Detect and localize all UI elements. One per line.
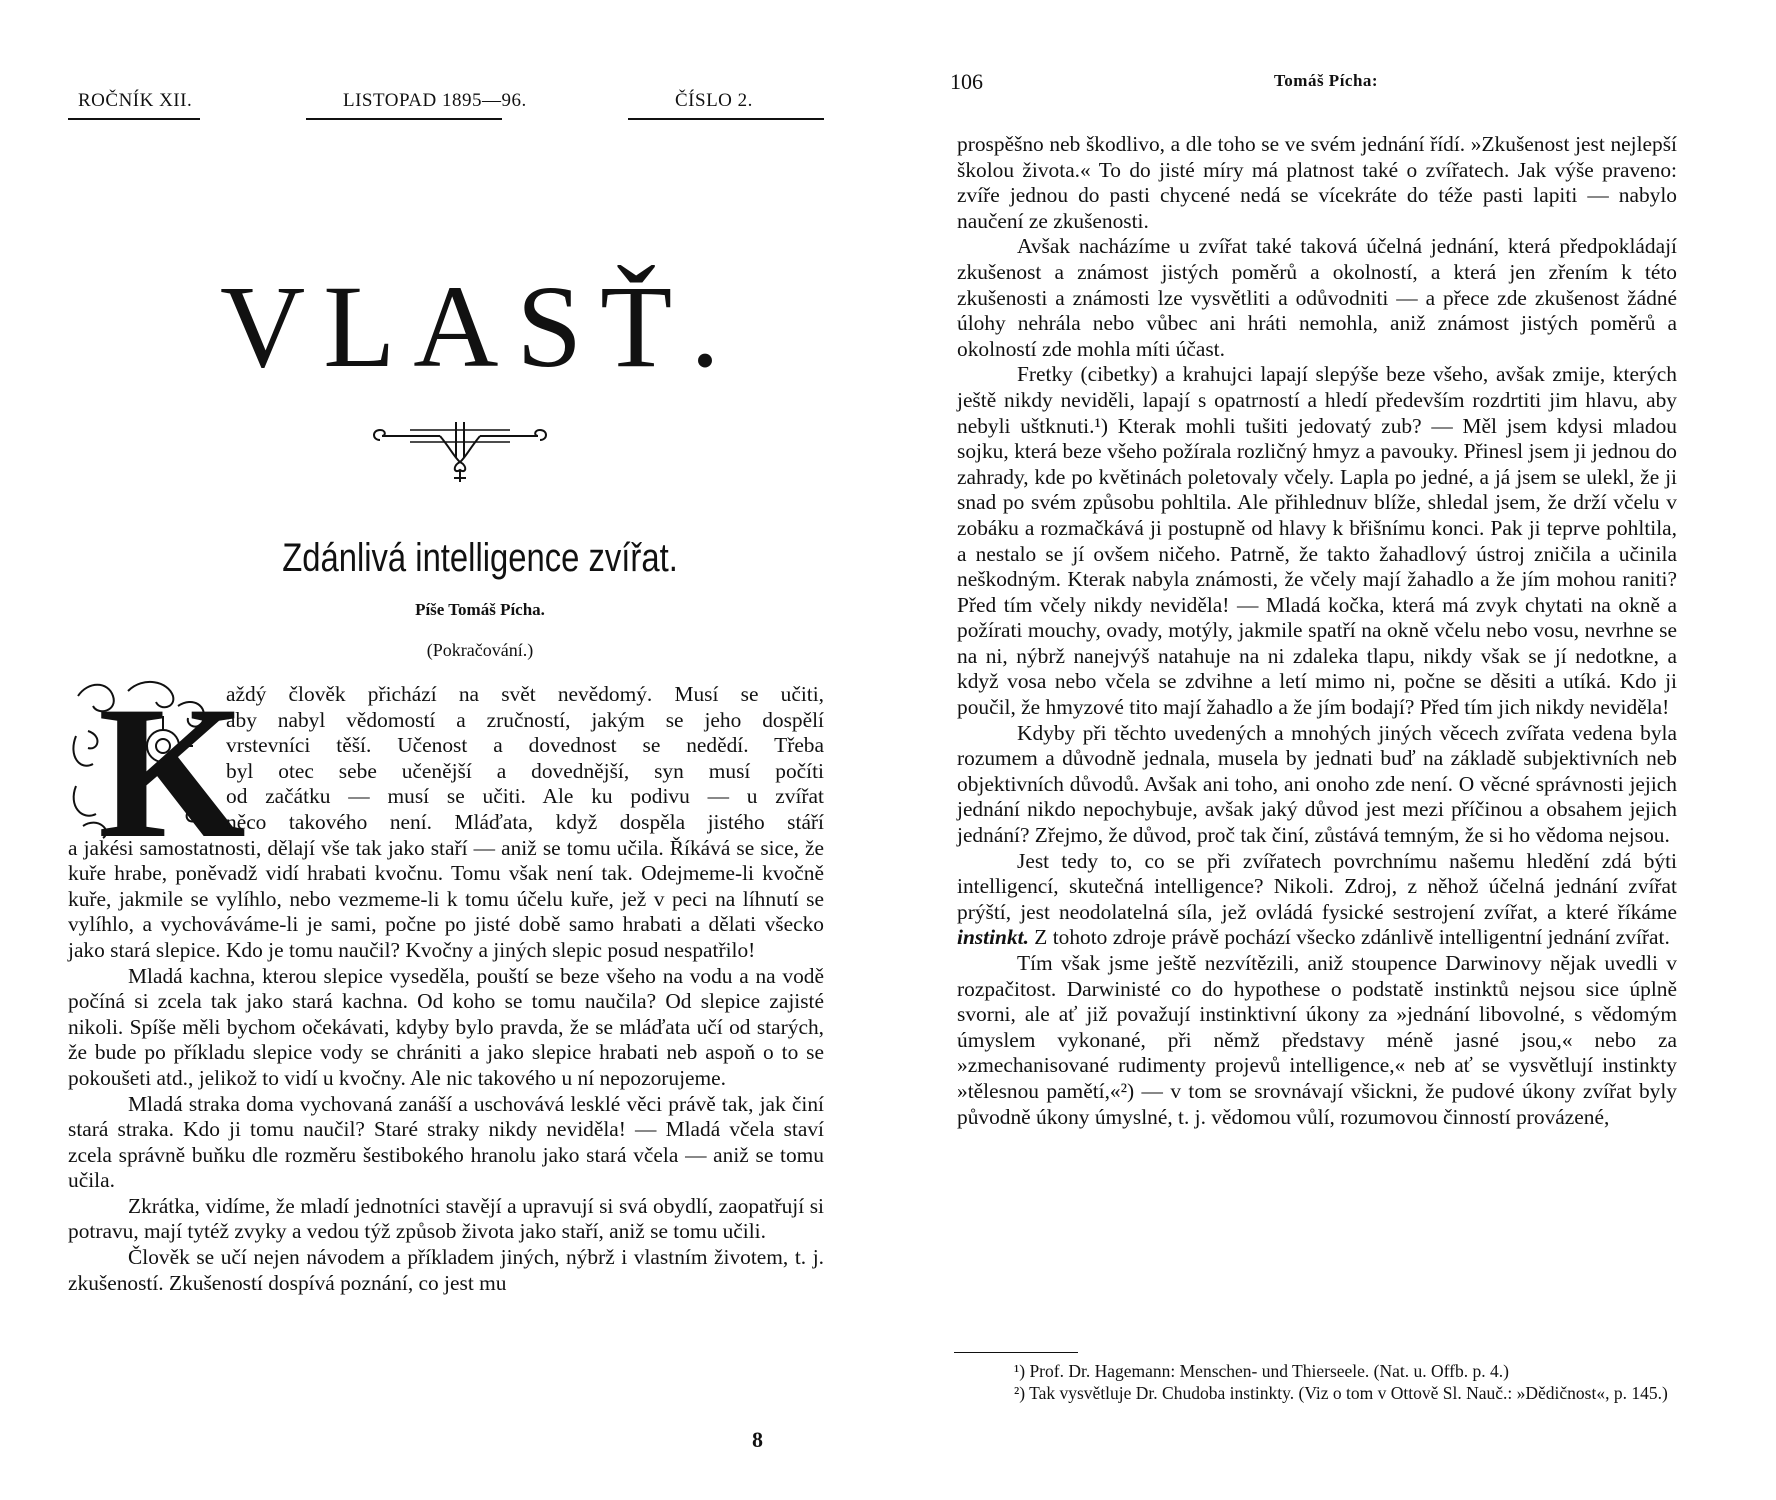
paragraph-text: Jest tedy to, co se při zvířatech povrchnímu našemu hledění zdá býti intelligencí, skutečná intelligence? Nikoli. Zdroj, z něhož účelná jednání zvířat prýští, jest neodolatelná síla, jež ovládá fysické sestrojení zvířat, a které říkáme (957, 848, 1677, 924)
header-rule (68, 118, 200, 120)
emphasized-term: instinkt. (957, 925, 1029, 950)
header-rule (628, 118, 824, 120)
paragraph: Mladá kachna, kterou slepice vyseděla, pouští se beze všeho na vodu a na vodě počíná si zcela tak jako stará kachna. Od koho se tomu naučila? Od slepice zajisté nikoli. Spíše měli bychom očekávati, kdyby bylo pravda, že se mláďata učí od starých, že bude po příkladu slepice vody se chrániti a jako slepice hrabati neb aspoň o to se pokoušeti atd., jelikož to vidí u kvočny. Ale nic takového u ní nepozorujeme. (68, 963, 824, 1090)
article-body-right (957, 132, 1677, 1130)
volume-label: ROČNÍK XII. (78, 90, 193, 111)
header-rule (306, 118, 502, 120)
article-body-left (68, 682, 824, 1296)
paragraph: Člověk se učí nejen návodem a příkladem jiných, nýbrž i vlastním životem, t. j. zkušeností. Zkušeností dospívá poznání, co jest mu (68, 1245, 824, 1295)
article-title: Zdánlivá intelligence zvířat. (282, 536, 678, 580)
dropcap-letter: K (98, 668, 246, 878)
article-byline: Píše Tomáš Pícha. (415, 600, 545, 619)
paragraph: Zkrátka, vidíme, že mladí jednotníci stavějí a upravují si svá obydlí, zaopatřují si potravu, mají tytéž zvyky a vedou týž způsob života jako staří, aniž se tomu učili. (68, 1193, 824, 1244)
lead-line: aždý člověk přichází na svět nevědomý. Musí se učiti, (226, 682, 824, 706)
lead-line: něco takového není. Mláďata, když dospěla jistého stáří (226, 809, 824, 834)
lead-line: byl otec sebe učenější a dovednější, syn musí počíti (226, 758, 824, 783)
running-head: Tomáš Pícha: (1274, 71, 1379, 90)
paragraph: a jakési samostatnosti, dělají vše tak jako staří — aniž se tomu učila. Říkává se sice, že kuře hrabe, poněvadž vidí hrabati kvočnu. Tomu však není tak. Odejmeme-li kvočně kuře, jakmile se vylíhlo, nebo vezmeme-li k tomu účelu kuře, jež v peci na líhnutí se vylíhlo, a vychováváme-li je sami, počne po jisté době samo hrabati a dělati všecko jako stará slepice. Kdo je tomu naučil? Kvočny a jiných slepic posud nespatřilo! (68, 835, 824, 962)
paragraph: Fretky (cibetky) a krahujci lapají slepýše beze všeho, avšak zmije, kterých ještě nikdy neviděli, lapají s opatrností a hledí především rozdrtiti jim hlavu, aby nebyli uštknuti.¹) Kterak mohli tušiti jedovatý zub? — Měl jsem kdysi mladou sojku, která beze všeho požírala rozličný hmyz a pavouky. Přinesl jsem ji jednou do zahrady, kde po květinách poletovaly včely. Lapla po jedné, a já jsem se ulekl, že ji snad po svém způsobu pohltila. Ale přihlednuv blíže, shledal jsem, že drží včelu v zobáku a rozmačkává ji postupně od hlavy k břišnímu konci. Pak ji teprve pohltila, a nestalo se jí ovšem ničeho. Patrně, že takto žahadlový ústroj zničila a učinila neškodným. Kterak nabyla známosti, že včely mají žahadlo a že jím mohou raniti? Před tím včely nikdy neviděla! — Mladá kočka, která má zvyk chytati na okně a požírati mouchy, ovady, motýly, jakmile spatří na okně včelu nebo vosu, nevrhne se na ni, nýbrž nanejvýš natahuje na ni zdaleka tlapu, nikdy však se jí nedotkne, a když vosa nebo včela se zdvihne a letí mimo ni, počne se děsiti a utíká. Kdo ji poučil, že hmyzové tito mají žahadlo a že jím bodají? Před tím jich nikdy neviděla! (957, 362, 1677, 720)
lead-line: od začátku — musí se učiti. Ale ku podivu — u zvířat (226, 784, 824, 809)
page-header (68, 90, 826, 124)
paragraph (957, 849, 1677, 951)
right-page (888, 0, 1776, 1500)
page-number: 106 (950, 69, 983, 94)
issue-label: ČÍSLO 2. (675, 90, 753, 111)
paragraph: Kdyby při těchto uvedených a mnohých jiných věcech zvířata vedena byla rozumem a důvodně jednala, musela by jednati buď na základě subjektivních neb objektivních důvodů. Avšak ani toho, ani onoho zde není. O věcné správnosti jejich jednání nikdo nepochybuje, avšak jaký důvod jest mezi příčinou a obsahem jejich jednání? Zřejmo, že důvod, proč tak činí, zůstává temným, že si ho vědoma nejsou. (957, 720, 1677, 848)
paragraph: Tím však jsme ještě nezvítězili, aniž stoupence Darwinovy nějak uvedli v rozpačitost. Darwinisté co do hypothese o podstatě instinktů nejsou sice úplně svorni, ale ať již považují instinktivní úkony za »jednání libovolné, s vědomým úmyslem vykonané, při němž představy méně jasné jsou,« nebo za »zmechanisované rudimenty projevů intelligence,« neb ať se vysvětlují instinkty »tělesnou pamětí,«²) — v tom se srovnávají všickni, že pudové úkony zvířat byly původně úkony úmyslné, t. j. vědomou vůlí, rozumovou činností provázené, (957, 951, 1677, 1129)
ornament-icon (370, 418, 550, 488)
paragraph: Mladá straka doma vychovaná zanáší a uschovává lesklé věci právě tak, jak činí stará straka. Kdo ji tomu naučil? Staré straky nikdy neviděla! — Mladá včela staví zcela správně buňku dle rozměru šestibokého hranolu jako stará včela — aniž se tomu učila. (68, 1091, 824, 1193)
footnote-rule (954, 1352, 1078, 1353)
continuation-note: (Pokračování.) (426, 640, 534, 660)
masthead-title: VLASŤ. (220, 261, 738, 392)
lead-line: vrstevníci těší. Učenost a dovednost se nedědí. Třeba (226, 733, 824, 758)
lead-line: aby nabyl vědomostí a zručností, jakým se jeho dospělí (226, 707, 824, 732)
paragraph-text: Z tohoto zdroje právě pochází všecko zdánlivě intelligentní jednání zvířat. (1034, 925, 1670, 950)
footnotes (954, 1360, 1678, 1404)
paragraph: Avšak nacházíme u zvířat také taková účelná jednání, která předpokládají zkušenost a známost jistých poměrů a okolností, a která jen zřením k této zkušenosti a známosti lze vysvětliti a odůvodniti — a přece zde zkušenost žádné úlohy nehrála nebo vůbec ani hráti nemohla, aniž známost jistých poměrů a okolností zde mohla míti účast. (957, 234, 1677, 361)
paragraph: prospěšno neb škodlivo, a dle toho se ve svém jednání řídí. »Zkušenost jest nejlepší školou života.« To do jisté míry má platnost také o zvířatech. Jak výše praveno: zvíře jednou do pasti chycené nedá se vícekráte do téže pasti lapiti — nabylo naučení ze zkušenosti. (957, 132, 1677, 233)
page-number: 8 (752, 1427, 763, 1452)
date-label: LISTOPAD 1895—96. (343, 90, 527, 111)
footnote: ²) Tak vysvětluje Dr. Chudoba instinkty. (Viz o tom v Ottově Sl. Nauč.: »Dědičnost«, p. 145.) (1014, 1383, 1668, 1403)
footnote: ¹) Prof. Dr. Hagemann: Menschen- und Thierseele. (Nat. u. Offb. p. 4.) (1014, 1361, 1509, 1381)
